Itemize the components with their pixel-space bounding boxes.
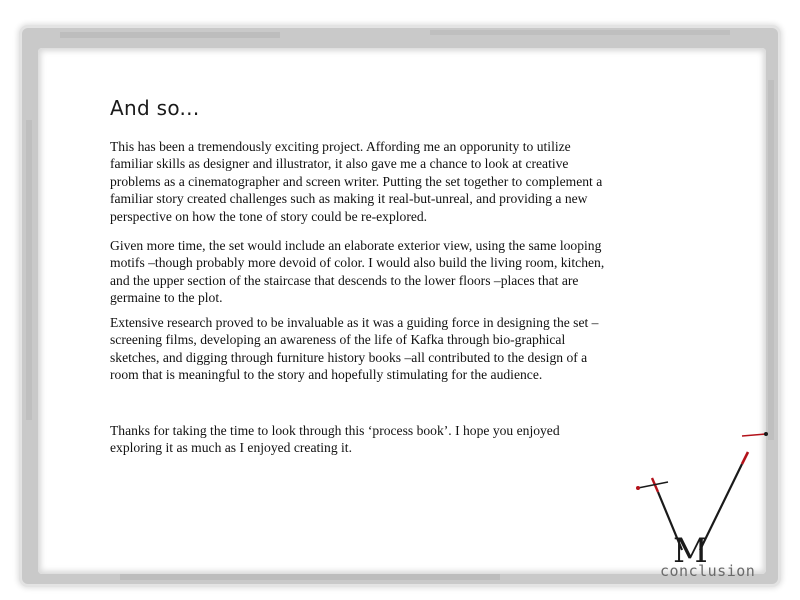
paragraph-future-work: Given more time, the set would include an elaborate exterior view, using the same looping motifs –though probably more devoid of color. I would also build the living room, kitchen, and the upper section of the staircase that descends to the lower floors –places that are germaine to the plot. — [110, 238, 605, 306]
logo-stick-right-tip — [742, 452, 748, 464]
logo-letter: M — [673, 531, 708, 571]
border-texture — [26, 120, 32, 420]
border-texture — [430, 30, 730, 35]
paragraph-research: Extensive research proved to be invaluable as it was a guiding force in designing the set –screening films, developing an awareness of the life of Kafka through bio-graphical sketches, and digging through furniture history books –all contributed to the design of a room that is meaningful to the story and hopefully stimulating for the audience. — [110, 315, 599, 383]
page-title: And so... — [110, 96, 200, 120]
paragraph-thanks: Thanks for taking the time to look through this ‘process book’. I hope you enjoyed exploring it as much as I enjoyed creating it. — [110, 423, 560, 456]
border-texture — [60, 32, 280, 38]
border-texture — [120, 574, 500, 580]
logo-pin-right-head — [764, 432, 768, 436]
border-texture — [768, 80, 774, 440]
logo-caption: conclusion — [660, 562, 756, 580]
conclusion-logo-illustration — [630, 430, 780, 580]
logo-pin-right — [742, 434, 766, 436]
logo-pin-left-head — [636, 486, 640, 490]
paragraph-intro: This has been a tremendously exciting project. Affording me an opporunity to utilize familiar skills as designer and illustrator, it also gave me a chance to look at creative problems as a cinematographer and screen writer. Putting the set together to complement a familiar story created challenges such as making it real-but-unreal, and providing a new perspective on how the tone of story could be re-explored. — [110, 139, 603, 224]
